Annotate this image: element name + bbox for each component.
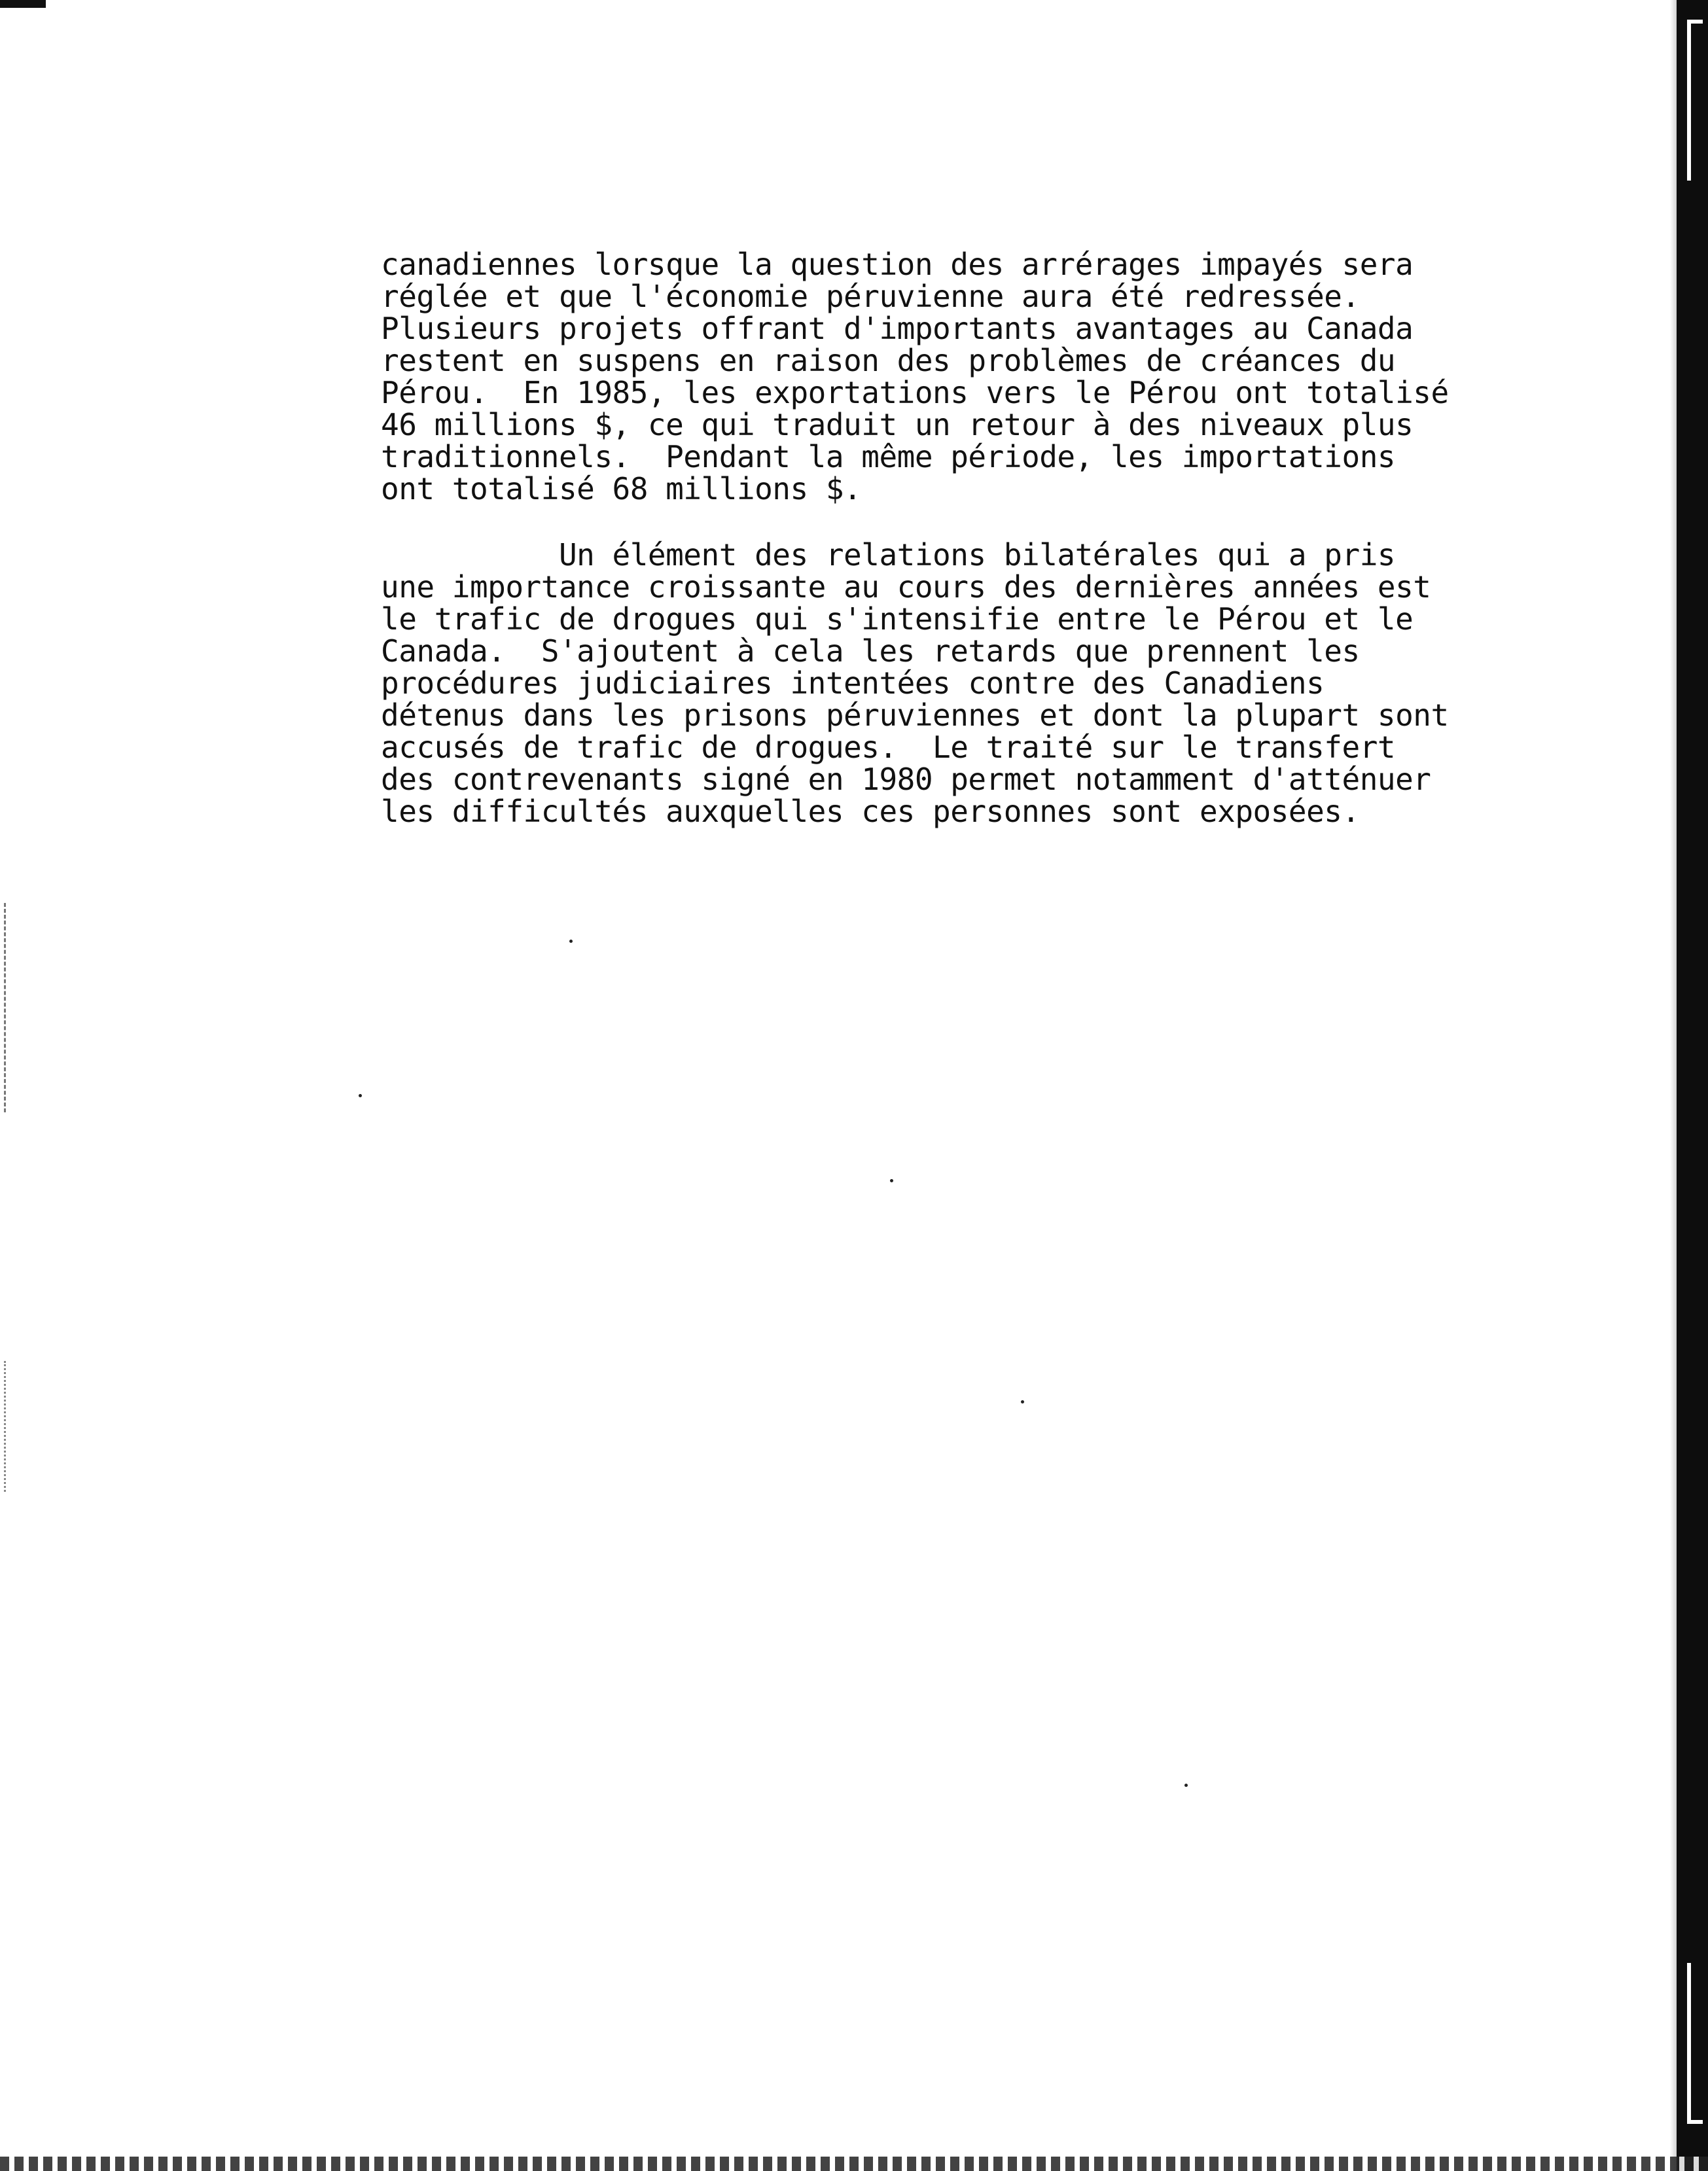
scan-bottom-border <box>0 2157 1708 2171</box>
scan-bracket-top <box>1687 20 1703 181</box>
text-line: une importance croissante au cours des dernières années est <box>381 569 1431 605</box>
text-line: réglée et que l'économie péruvienne aura été redressée. <box>381 279 1360 314</box>
scan-speck <box>890 1179 893 1182</box>
text-line: ont totalisé 68 millions $. <box>381 471 862 506</box>
scan-left-mark <box>4 1361 9 1492</box>
body-text <box>381 249 1611 828</box>
scan-speck <box>359 1094 362 1097</box>
scan-speck <box>1021 1400 1024 1403</box>
paragraph <box>381 249 1611 505</box>
text-line: les difficultés auxquelles ces personnes sont exposées. <box>381 794 1360 829</box>
text-line: Canada. S'ajoutent à cela les retards que prennent les <box>381 633 1360 669</box>
scan-speck <box>1184 1784 1188 1787</box>
text-line: restent en suspens en raison des problèmes de créances du <box>381 343 1396 378</box>
text-line: canadiennes lorsque la question des arrérages impayés sera <box>381 247 1414 282</box>
text-line: Pérou. En 1985, les exportations vers le Pérou ont totalisé <box>381 375 1449 410</box>
text-line: procédures judiciaires intentées contre des Canadiens <box>381 665 1325 701</box>
scan-right-border <box>1677 0 1708 2171</box>
text-line: Plusieurs projets offrant d'importants avantages au Canada <box>381 311 1414 346</box>
scan-left-mark <box>4 903 9 1112</box>
paragraph-spacer <box>381 505 1611 539</box>
text-line: détenus dans les prisons péruviennes et dont la plupart sont <box>381 697 1449 733</box>
text-line: des contrevenants signé en 1980 permet notamment d'atténuer <box>381 762 1431 797</box>
text-line: accusés de trafic de drogues. Le traité sur le transfert <box>381 730 1396 765</box>
scan-corner-mark <box>0 0 46 8</box>
text-line: 46 millions $, ce qui traduit un retour à des niveaux plus <box>381 407 1414 442</box>
scan-bracket-bottom <box>1687 1963 1703 2124</box>
paragraph <box>381 539 1611 828</box>
text-line: traditionnels. Pendant la même période, les importations <box>381 439 1396 474</box>
text-line: le trafic de drogues qui s'intensifie entre le Pérou et le <box>381 601 1414 637</box>
text-line: Un élément des relations bilatérales qui a pris <box>381 537 1396 573</box>
scan-speck <box>569 940 573 943</box>
